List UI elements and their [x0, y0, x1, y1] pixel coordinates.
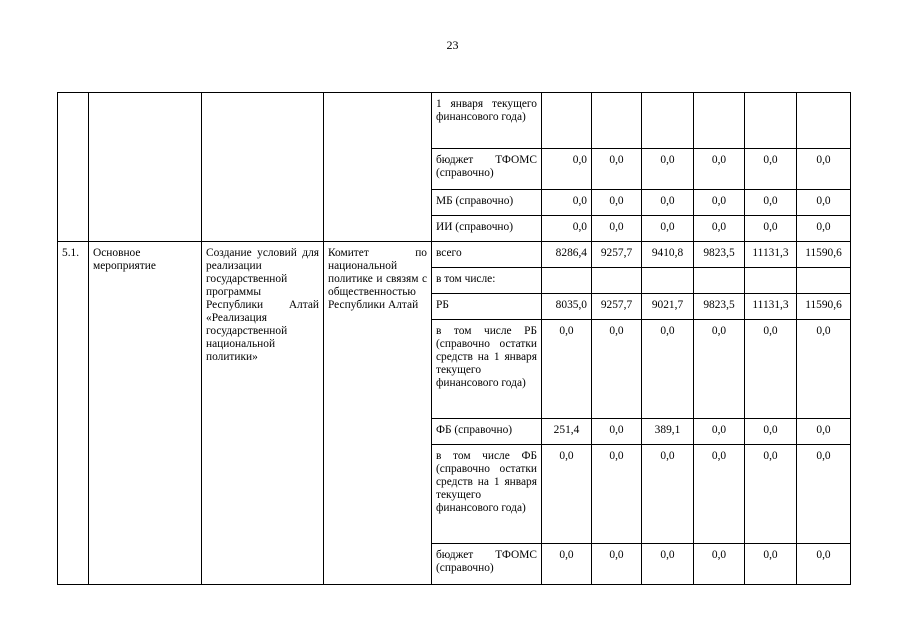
- value-cell: [592, 93, 642, 149]
- activity-name: Создание условий для реализации государственной программы Республики Алтай «Реализация государственной национальной политики»: [202, 242, 324, 585]
- value-cell: 0,0: [542, 544, 592, 585]
- funding-source-cell: в том числе:: [432, 268, 542, 294]
- value-cell: [694, 268, 745, 294]
- value-cell: 0,0: [592, 320, 642, 419]
- number-cell: [58, 93, 89, 242]
- value-cell: 0,0: [694, 320, 745, 419]
- value-cell: 0,0: [745, 445, 797, 544]
- value-cell: 0,0: [694, 419, 745, 445]
- value-cell: 9021,7: [642, 294, 694, 320]
- funding-source-cell: РБ: [432, 294, 542, 320]
- value-cell: [592, 268, 642, 294]
- value-cell: [542, 93, 592, 149]
- value-cell: 251,4: [542, 419, 592, 445]
- value-cell: [797, 268, 851, 294]
- value-cell: 0,0: [642, 445, 694, 544]
- value-cell: 8035,0: [542, 294, 592, 320]
- funding-source-cell: ФБ (справочно): [432, 419, 542, 445]
- funding-source-cell: 1 января текущего финансового года): [432, 93, 542, 149]
- activity-number: 5.1.: [58, 242, 89, 585]
- value-cell: 11590,6: [797, 294, 851, 320]
- name-cell: [202, 93, 324, 242]
- value-cell: 0,0: [694, 544, 745, 585]
- value-cell: 0,0: [642, 320, 694, 419]
- value-cell: 0,0: [745, 419, 797, 445]
- value-cell: 0,0: [542, 190, 592, 216]
- value-cell: 0,0: [797, 190, 851, 216]
- value-cell: 0,0: [592, 190, 642, 216]
- funding-source-cell: в том числе ФБ (справочно остатки средств на 1 января текущего финансового года): [432, 445, 542, 544]
- value-cell: 0,0: [694, 445, 745, 544]
- funding-source-cell: бюджет ТФОМС (справочно): [432, 544, 542, 585]
- value-cell: 9823,5: [694, 242, 745, 268]
- table-row: [58, 93, 851, 149]
- value-cell: 0,0: [542, 216, 592, 242]
- value-cell: [745, 93, 797, 149]
- value-cell: 0,0: [797, 419, 851, 445]
- value-cell: 0,0: [797, 445, 851, 544]
- value-cell: 0,0: [745, 190, 797, 216]
- value-cell: 0,0: [745, 320, 797, 419]
- value-cell: 9257,7: [592, 242, 642, 268]
- value-cell: 0,0: [745, 149, 797, 190]
- value-cell: 0,0: [797, 320, 851, 419]
- value-cell: 0,0: [642, 544, 694, 585]
- value-cell: 0,0: [542, 445, 592, 544]
- value-cell: [642, 268, 694, 294]
- table-row: [58, 242, 851, 268]
- value-cell: 11131,3: [745, 242, 797, 268]
- budget-table: [57, 92, 851, 585]
- value-cell: [694, 93, 745, 149]
- value-cell: 0,0: [745, 544, 797, 585]
- value-cell: 0,0: [694, 149, 745, 190]
- value-cell: 8286,4: [542, 242, 592, 268]
- value-cell: 0,0: [542, 320, 592, 419]
- value-cell: 0,0: [797, 149, 851, 190]
- executor-cell: [324, 93, 432, 242]
- value-cell: 0,0: [542, 149, 592, 190]
- funding-source-cell: в том числе РБ (справочно остатки средств на 1 января текущего финансового года): [432, 320, 542, 419]
- value-cell: [797, 93, 851, 149]
- value-cell: 9257,7: [592, 294, 642, 320]
- funding-source-cell: ИИ (справочно): [432, 216, 542, 242]
- activity-type: Основное мероприятие: [89, 242, 202, 585]
- value-cell: 11131,3: [745, 294, 797, 320]
- value-cell: 0,0: [797, 544, 851, 585]
- value-cell: 9823,5: [694, 294, 745, 320]
- type-cell: [89, 93, 202, 242]
- activity-executor: Комитет по национальной политике и связям с общественностью Республики Алтай: [324, 242, 432, 585]
- page-number: 23: [446, 38, 459, 52]
- value-cell: 0,0: [694, 190, 745, 216]
- value-cell: 0,0: [642, 216, 694, 242]
- value-cell: 0,0: [797, 216, 851, 242]
- funding-source-cell: МБ (справочно): [432, 190, 542, 216]
- value-cell: [542, 268, 592, 294]
- value-cell: 389,1: [642, 419, 694, 445]
- value-cell: 9410,8: [642, 242, 694, 268]
- value-cell: 0,0: [642, 149, 694, 190]
- value-cell: 0,0: [642, 190, 694, 216]
- value-cell: 0,0: [745, 216, 797, 242]
- value-cell: 0,0: [592, 419, 642, 445]
- value-cell: 0,0: [592, 544, 642, 585]
- value-cell: 0,0: [592, 445, 642, 544]
- value-cell: 0,0: [592, 216, 642, 242]
- funding-source-cell: бюджет ТФОМС (справочно): [432, 149, 542, 190]
- value-cell: 11590,6: [797, 242, 851, 268]
- value-cell: [745, 268, 797, 294]
- value-cell: [642, 93, 694, 149]
- value-cell: 0,0: [694, 216, 745, 242]
- funding-source-cell: всего: [432, 242, 542, 268]
- value-cell: 0,0: [592, 149, 642, 190]
